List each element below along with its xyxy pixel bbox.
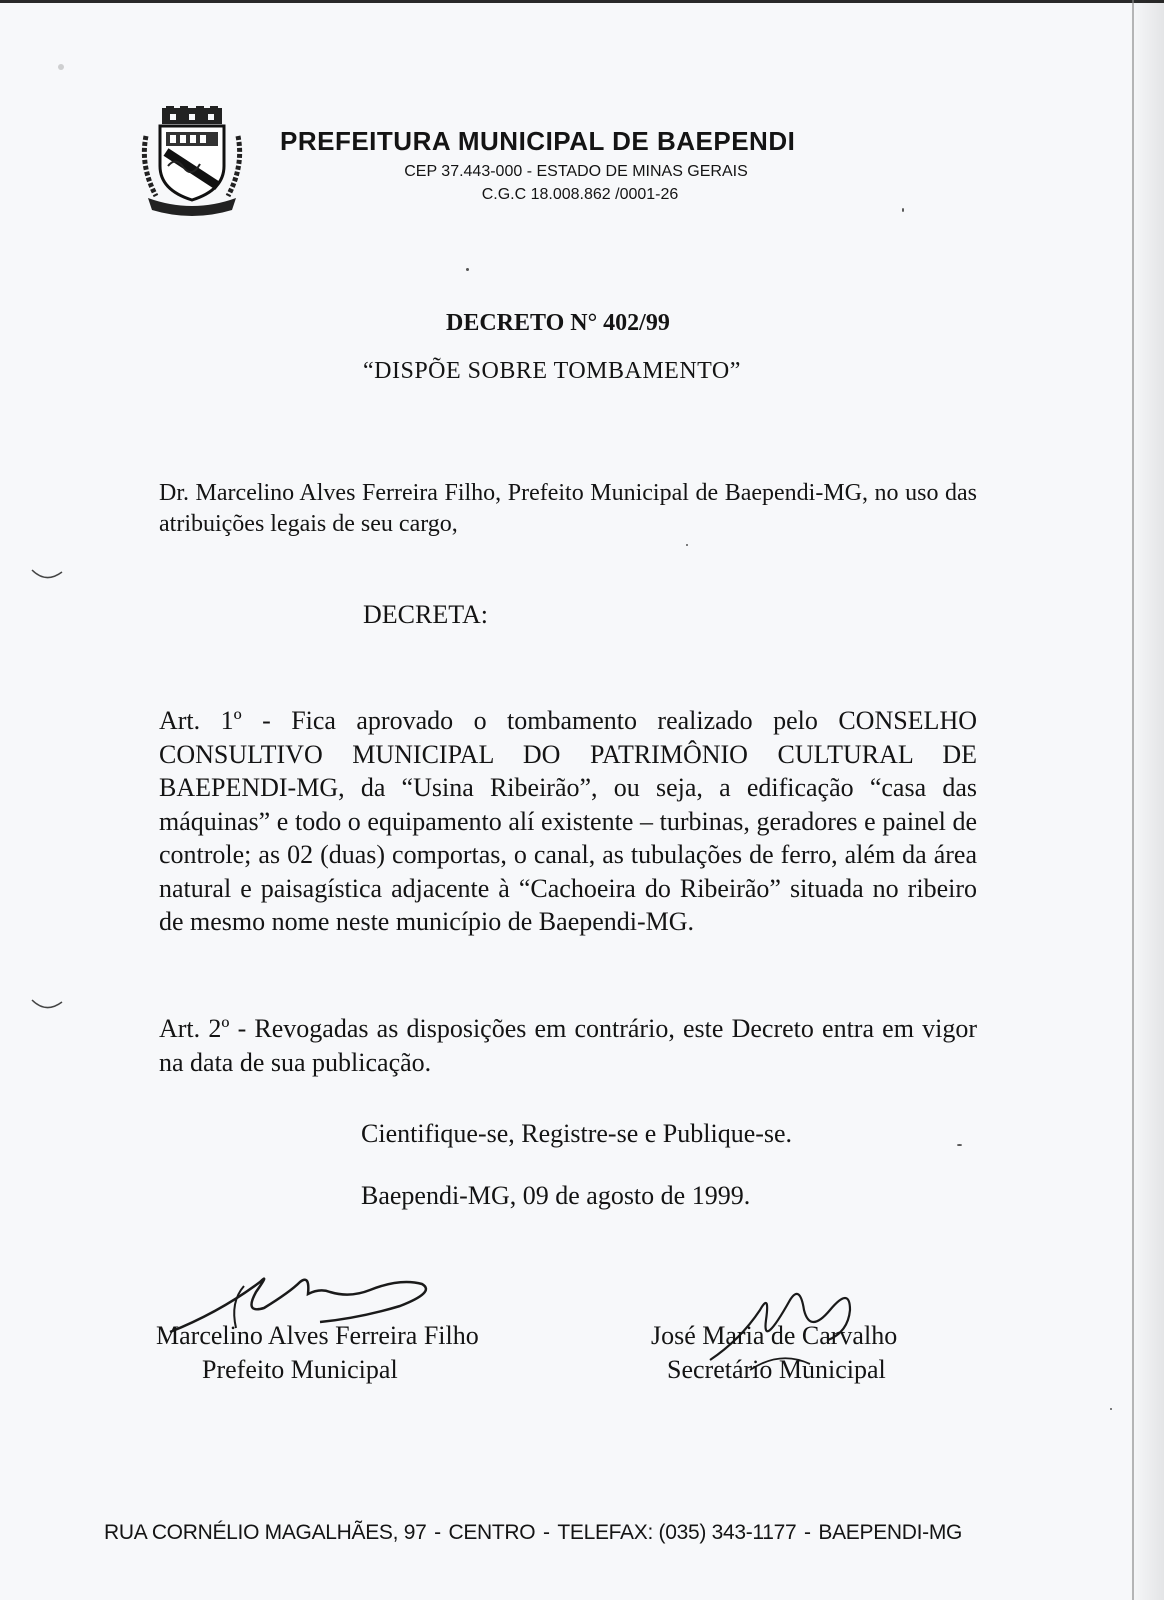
signature-name-mayor: Marcelino Alves Ferreira Filho: [156, 1321, 479, 1350]
decreta-heading: DECRETA:: [363, 600, 489, 629]
scan-speck: [957, 1144, 962, 1146]
closing-formula: Cientifique-se, Registre-se e Publique-se.: [361, 1119, 793, 1148]
scan-edge-line: [1132, 0, 1134, 1600]
top-edge-rule: [0, 0, 1164, 3]
footer-district: CENTRO: [448, 1521, 536, 1544]
header-title: PREFEITURA MUNICIPAL DE BAEPENDI: [280, 126, 796, 156]
signature-role-mayor: Prefeito Municipal: [202, 1355, 398, 1384]
article-1: Art. 1º - Fica aprovado o tombamento realizado pelo CONSELHO CONSULTIVO MUNICIPAL DO PATRIMÔNIO CULTURAL DE BAEPENDI-MG, da “Usina Ribeirão”, ou seja, a edificação “casa das máquinas” e todo o equipamento alí existente – turbinas, geradores e painel de controle; as 02 (duas) comportas, o canal, as tubulações de ferro, além da área natural e paisagística adjacente à “Cachoeira do Ribeirão” situada no ribeiro de mesmo nome neste município de Baependi-MG.: [159, 706, 977, 936]
scan-speck: [58, 64, 64, 70]
punch-hole-mark: [30, 996, 64, 1012]
article-2: Art. 2º - Revogadas as disposições em contrário, este Decreto entra em vigor na data de sua publicação.: [159, 1014, 977, 1077]
footer-phone: TELEFAX: (035) 343-1177: [557, 1521, 797, 1544]
footer-city: BAEPENDI-MG: [818, 1521, 963, 1544]
date-line: Baependi-MG, 09 de agosto de 1999.: [361, 1181, 751, 1210]
municipal-crest-icon: [140, 106, 244, 218]
scan-edge-shadow: [1130, 0, 1164, 1600]
footer-address-line: RUA CORNÉLIO MAGALHÃES, 97 - CENTRO - TELEFAX: (035) 343-1177 - BAEPENDI-MG: [104, 1521, 963, 1544]
header-cep-line: CEP 37.443-000 - ESTADO DE MINAS GERAIS: [404, 163, 748, 180]
scan-speck: [466, 268, 469, 271]
punch-hole-mark: [30, 566, 64, 582]
footer-address: RUA CORNÉLIO MAGALHÃES, 97: [104, 1521, 427, 1544]
decree-title: DECRETO N° 402/99: [446, 310, 670, 336]
signature-name-secretary: José Maria de Carvalho: [651, 1321, 898, 1350]
scan-speck: [1110, 1408, 1112, 1410]
signature-role-secretary: Secretário Municipal: [667, 1355, 886, 1384]
decree-intro: Dr. Marcelino Alves Ferreira Filho, Prefeito Municipal de Baependi-MG, no uso das atribuições legais de seu cargo,: [159, 480, 977, 537]
decree-subject: “DISPÕE SOBRE TOMBAMENTO”: [363, 358, 741, 384]
scan-speck: [686, 544, 688, 546]
scan-speck: [902, 208, 904, 212]
header-cgc-line: C.G.C 18.008.862 /0001-26: [481, 186, 679, 203]
